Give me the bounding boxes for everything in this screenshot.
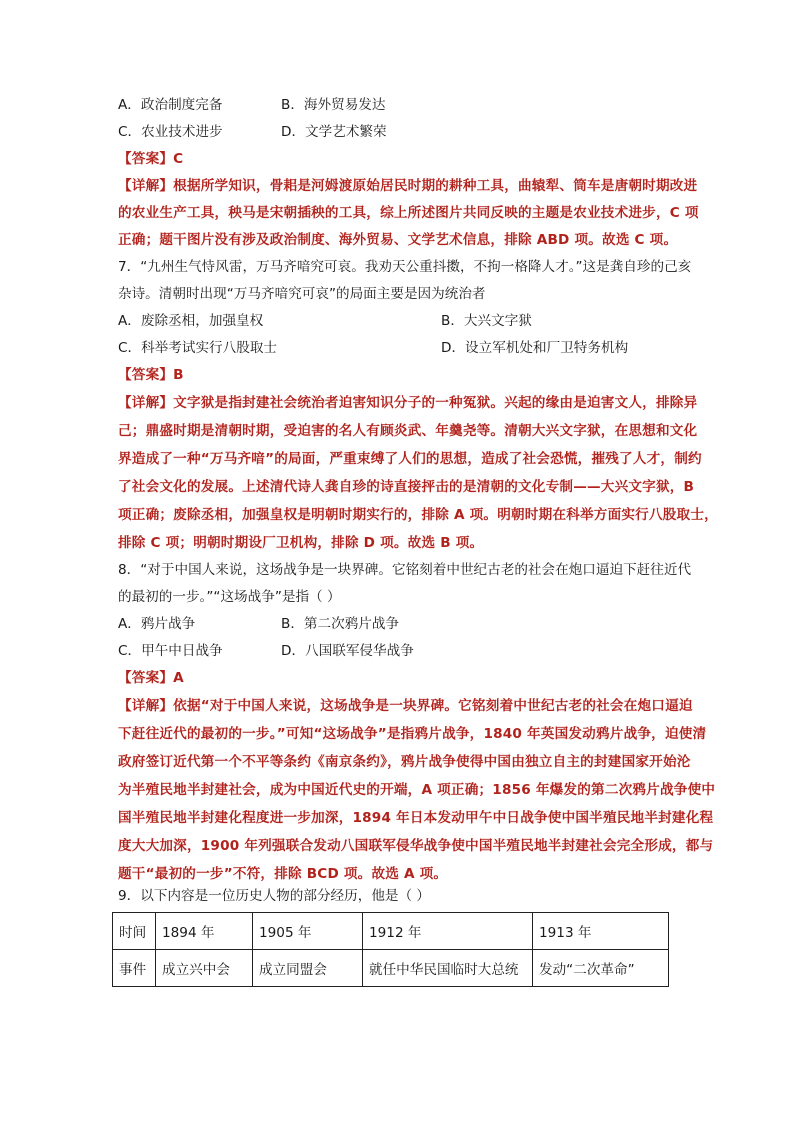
table-cell: 1894 年 — [156, 913, 253, 950]
q7-option-d[interactable]: D．设立军机处和厂卫特务机构 — [441, 340, 629, 356]
table-cell: 1912 年 — [363, 913, 533, 950]
q6-explanation-line: 的农业生产工具，秧马是宋朝插秧的工具，综上所述图片共同反映的主题是农业技术进步，C 项 — [118, 205, 699, 221]
q8-option-d[interactable]: D．八国联军侵华战争 — [281, 643, 414, 659]
q7-stem-line: 杂诗。清朝时出现“万马齐喑究可哀”的局面主要是因为统治者 — [118, 286, 486, 302]
q7-option-b[interactable]: B．大兴文字狱 — [441, 313, 532, 329]
table-cell: 成立同盟会 — [253, 950, 363, 987]
table-cell: 1905 年 — [253, 913, 363, 950]
q7-explanation-line: 排除 C 项；明朝时期设厂卫机构，排除 D 项。故选 B 项。 — [118, 535, 484, 551]
q7-explanation-line: 了社会文化的发展。上述清代诗人龚自珍的诗直接抨击的是清朝的文化专制——大兴文字狱，B — [118, 479, 695, 495]
q8-stem-line: 8．“对于中国人来说，这场战争是一块界碑。它铭刻着中世纪古老的社会在炮口逼迫下赶往近代 — [118, 562, 692, 578]
q8-stem-line: 的最初的一步。”“这场战争”是指（ ） — [118, 589, 341, 605]
history-table — [112, 912, 669, 987]
q7-option-c[interactable]: C．科举考试实行八股取士 — [118, 340, 278, 356]
q6-answer: 【答案】C — [118, 151, 184, 167]
q6-explanation-line: 正确；题干图片没有涉及政治制度、海外贸易、文学艺术信息，排除 ABD 项。故选 C 项。 — [118, 232, 678, 248]
q8-explanation-line: 题干“最初的一步”不符，排除 BCD 项。故选 A 项。 — [118, 866, 448, 882]
table-cell: 发动“二次革命” — [533, 950, 669, 987]
q8-explanation-line: 下赶往近代的最初的一步。”可知“这场战争”是指鸦片战争，1840 年英国发动鸦片战争，迫使清 — [118, 726, 707, 742]
q7-stem-line: 7．“九州生气恃风雷，万马齐喑究可哀。我劝天公重抖擞，不拘一格降人才。”这是龚自珍的己亥 — [118, 259, 692, 275]
table-cell: 时间 — [113, 913, 156, 950]
q8-explanation-line: 政府签订近代第一个不平等条约《南京条约》，鸦片战争使得中国由独立自主的封建国家开始沦 — [118, 754, 691, 770]
table-cell: 成立兴中会 — [156, 950, 253, 987]
q8-explanation-line: 【详解】依据“对于中国人来说，这场战争是一块界碑。它铭刻着中世纪古老的社会在炮口逼迫 — [118, 698, 693, 714]
q6-explanation-line: 【详解】根据所学知识，骨耜是河姆渡原始居民时期的耕种工具，曲辕犁、筒车是唐朝时期改进 — [118, 178, 698, 194]
table-cell: 就任中华民国临时大总统 — [363, 950, 533, 987]
q8-explanation-line: 国半殖民地半封建化程度进一步加深，1894 年日本发动甲午中日战争使中国半殖民地半封建化程 — [118, 810, 714, 826]
table-row — [113, 950, 669, 987]
q7-option-a[interactable]: A．废除丞相，加强皇权 — [118, 313, 264, 329]
q8-explanation-line: 度大大加深，1900 年列强联合发动八国联军侵华战争使中国半殖民地半封建社会完全形成，都与 — [118, 838, 714, 854]
table-cell: 事件 — [113, 950, 156, 987]
q7-explanation-line: 己；鼎盛时期是清朝时期，受迫害的名人有顾炎武、年羹尧等。清朝大兴文字狱，在思想和文化 — [118, 423, 698, 439]
table-cell: 1913 年 — [533, 913, 669, 950]
q9-stem: 9．以下内容是一位历史人物的部分经历，他是（ ） — [118, 888, 431, 904]
q7-explanation-line: 项正确；废除丞相，加强皇权是明朝时期实行的，排除 A 项。明朝时期在科举方面实行八股取士， — [118, 507, 718, 523]
q7-explanation-line: 界造成了一种“万马齐喑”的局面，严重束缚了人们的思想，造成了社会恐慌，摧残了人才，制约 — [118, 451, 702, 467]
q6-option-a[interactable]: A．政治制度完备 — [118, 97, 223, 113]
table-row — [113, 913, 669, 950]
q8-answer: 【答案】A — [118, 670, 184, 686]
q6-option-b[interactable]: B．海外贸易发达 — [281, 97, 386, 113]
q8-option-a[interactable]: A．鸦片战争 — [118, 616, 196, 632]
q8-explanation-line: 为半殖民地半封建社会，成为中国近代史的开端，A 项正确；1856 年爆发的第二次鸦片战争使中 — [118, 782, 716, 798]
q8-option-b[interactable]: B．第二次鸦片战争 — [281, 616, 400, 632]
q8-option-c[interactable]: C．甲午中日战争 — [118, 643, 223, 659]
q7-explanation-line: 【详解】文字狱是指封建社会统治者迫害知识分子的一种冤狱。兴起的缘由是迫害文人，排除异 — [118, 395, 698, 411]
q6-option-c[interactable]: C．农业技术进步 — [118, 124, 223, 140]
q7-answer: 【答案】B — [118, 367, 184, 383]
q6-option-d[interactable]: D．文学艺术繁荣 — [281, 124, 387, 140]
